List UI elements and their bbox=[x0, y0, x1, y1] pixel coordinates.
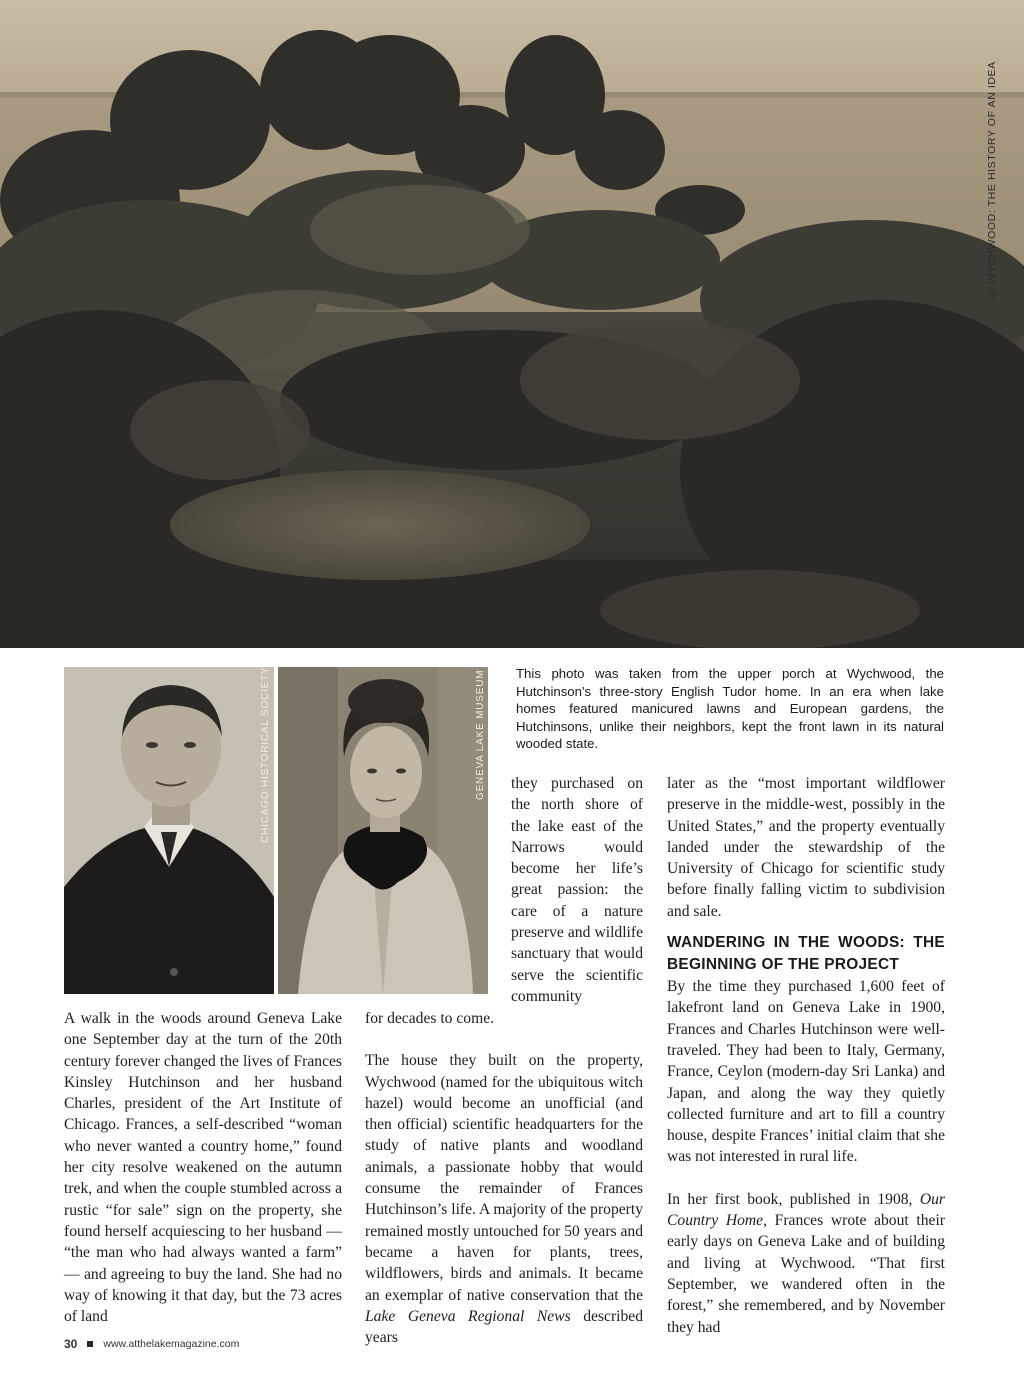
page-number: 30 bbox=[64, 1337, 78, 1351]
portrait-left-credit: CHICAGO HISTORICAL SOCIETY bbox=[260, 666, 271, 843]
photo-credit: © WYCHWOOD: THE HISTORY OF AN IDEA bbox=[986, 61, 998, 300]
paragraph bbox=[667, 1189, 945, 1338]
book-title: Our Country Home bbox=[667, 1190, 945, 1230]
paragraph: A walk in the woods around Geneva Lake one September day at the turn of the 20th century forever changed the lives of Frances Kinsley Hutchinson and her husband Charles, president of the Art Institute of Chicago. Frances, a self-described “woman who never wanted a country home,” found her city resolve weakened on the autumn trek, and when the couple stumbled across a rustic “for sale” sign on the property, she found herself acquiescing to her husband — “the man who had always wanted a farm” — and agreeing to buy the land. She had no way of knowing it that day, but the 73 acres of land bbox=[64, 1010, 342, 1326]
text: In her first book, published in 1908, bbox=[667, 1190, 913, 1208]
newspaper-title: Lake Geneva Regional News bbox=[365, 1307, 571, 1325]
text: The house they built on the property, Wychwood (named for the ubiquitous witch hazel) would become an unofficial (and then official) scientific headquarters for the study of native plants and woodland animals, a passionate hobby that would consume the remainder of Frances Hutchinson’s life. A majority of the property remained mostly untouched for 50 years and became a haven for plants, trees, wildflowers, birds and animals. It became an exemplar of native conservation that the bbox=[365, 1052, 644, 1304]
paragraph: for decades to come. bbox=[365, 1010, 495, 1027]
paragraph bbox=[365, 1050, 643, 1348]
man-portrait-image bbox=[64, 667, 274, 994]
lake-landscape-image bbox=[0, 0, 1024, 648]
portrait-frances-hutchinson bbox=[278, 667, 488, 994]
text: , Frances wrote about their early days on Geneva Lake and of building and living at Wychwood. “That first September, we wandered often in the forest,” she remembered, and by November they had bbox=[667, 1212, 945, 1336]
paragraph: later as the “most important wildflower preserve in the middle-west, possibly in the United States,” and the property eventually landed under the stewardship of the University of Chicago for scientific study before finally falling victim to subdivision and sale. bbox=[667, 775, 945, 920]
text: described years bbox=[365, 1307, 643, 1347]
portrait-right-credit: GENEVA LAKE MUSEUM bbox=[475, 669, 486, 800]
hero-photo bbox=[0, 0, 1024, 648]
portrait-charles-hutchinson bbox=[64, 667, 274, 994]
paragraph: By the time they purchased 1,600 feet of lakefront land on Geneva Lake in 1900, Frances and Charles Hutchinson were well-traveled. They had been to Italy, Germany, France, Ceylon (modern-day Sri Lanka) and Japan, and along the way they quietly collected furniture and art to fill a country house, despite Frances’ initial claim that she was not interested in rural life. bbox=[667, 978, 945, 1166]
square-bullet-icon bbox=[87, 1341, 93, 1347]
article-column-2 bbox=[365, 1008, 643, 1348]
page-footer bbox=[64, 1337, 239, 1351]
footer-url: www.atthelakemagazine.com bbox=[103, 1338, 240, 1350]
article-column-2-top bbox=[511, 773, 643, 1007]
article-column-3 bbox=[667, 773, 945, 1338]
paragraph: they purchased on the north shore of the lake east of the Narrows would become her life’s great passion: the care of a nature preserve and wildlife sanctuary that would serve the scientific community bbox=[511, 775, 643, 1005]
section-subheading: WANDERING IN THE WOODS: THE BEGINNING OF THE PROJECT bbox=[667, 934, 945, 973]
woman-portrait-image bbox=[278, 667, 488, 994]
article-column-1 bbox=[64, 1008, 342, 1327]
photo-caption: This photo was taken from the upper porch at Wychwood, the Hutchinson's three-story English Tudor home. In an era when lake homes featured manicured lawns and European gardens, the Hutchinsons, unlike their neighbors, kept the front lawn in its natural wooded state. bbox=[516, 666, 944, 752]
